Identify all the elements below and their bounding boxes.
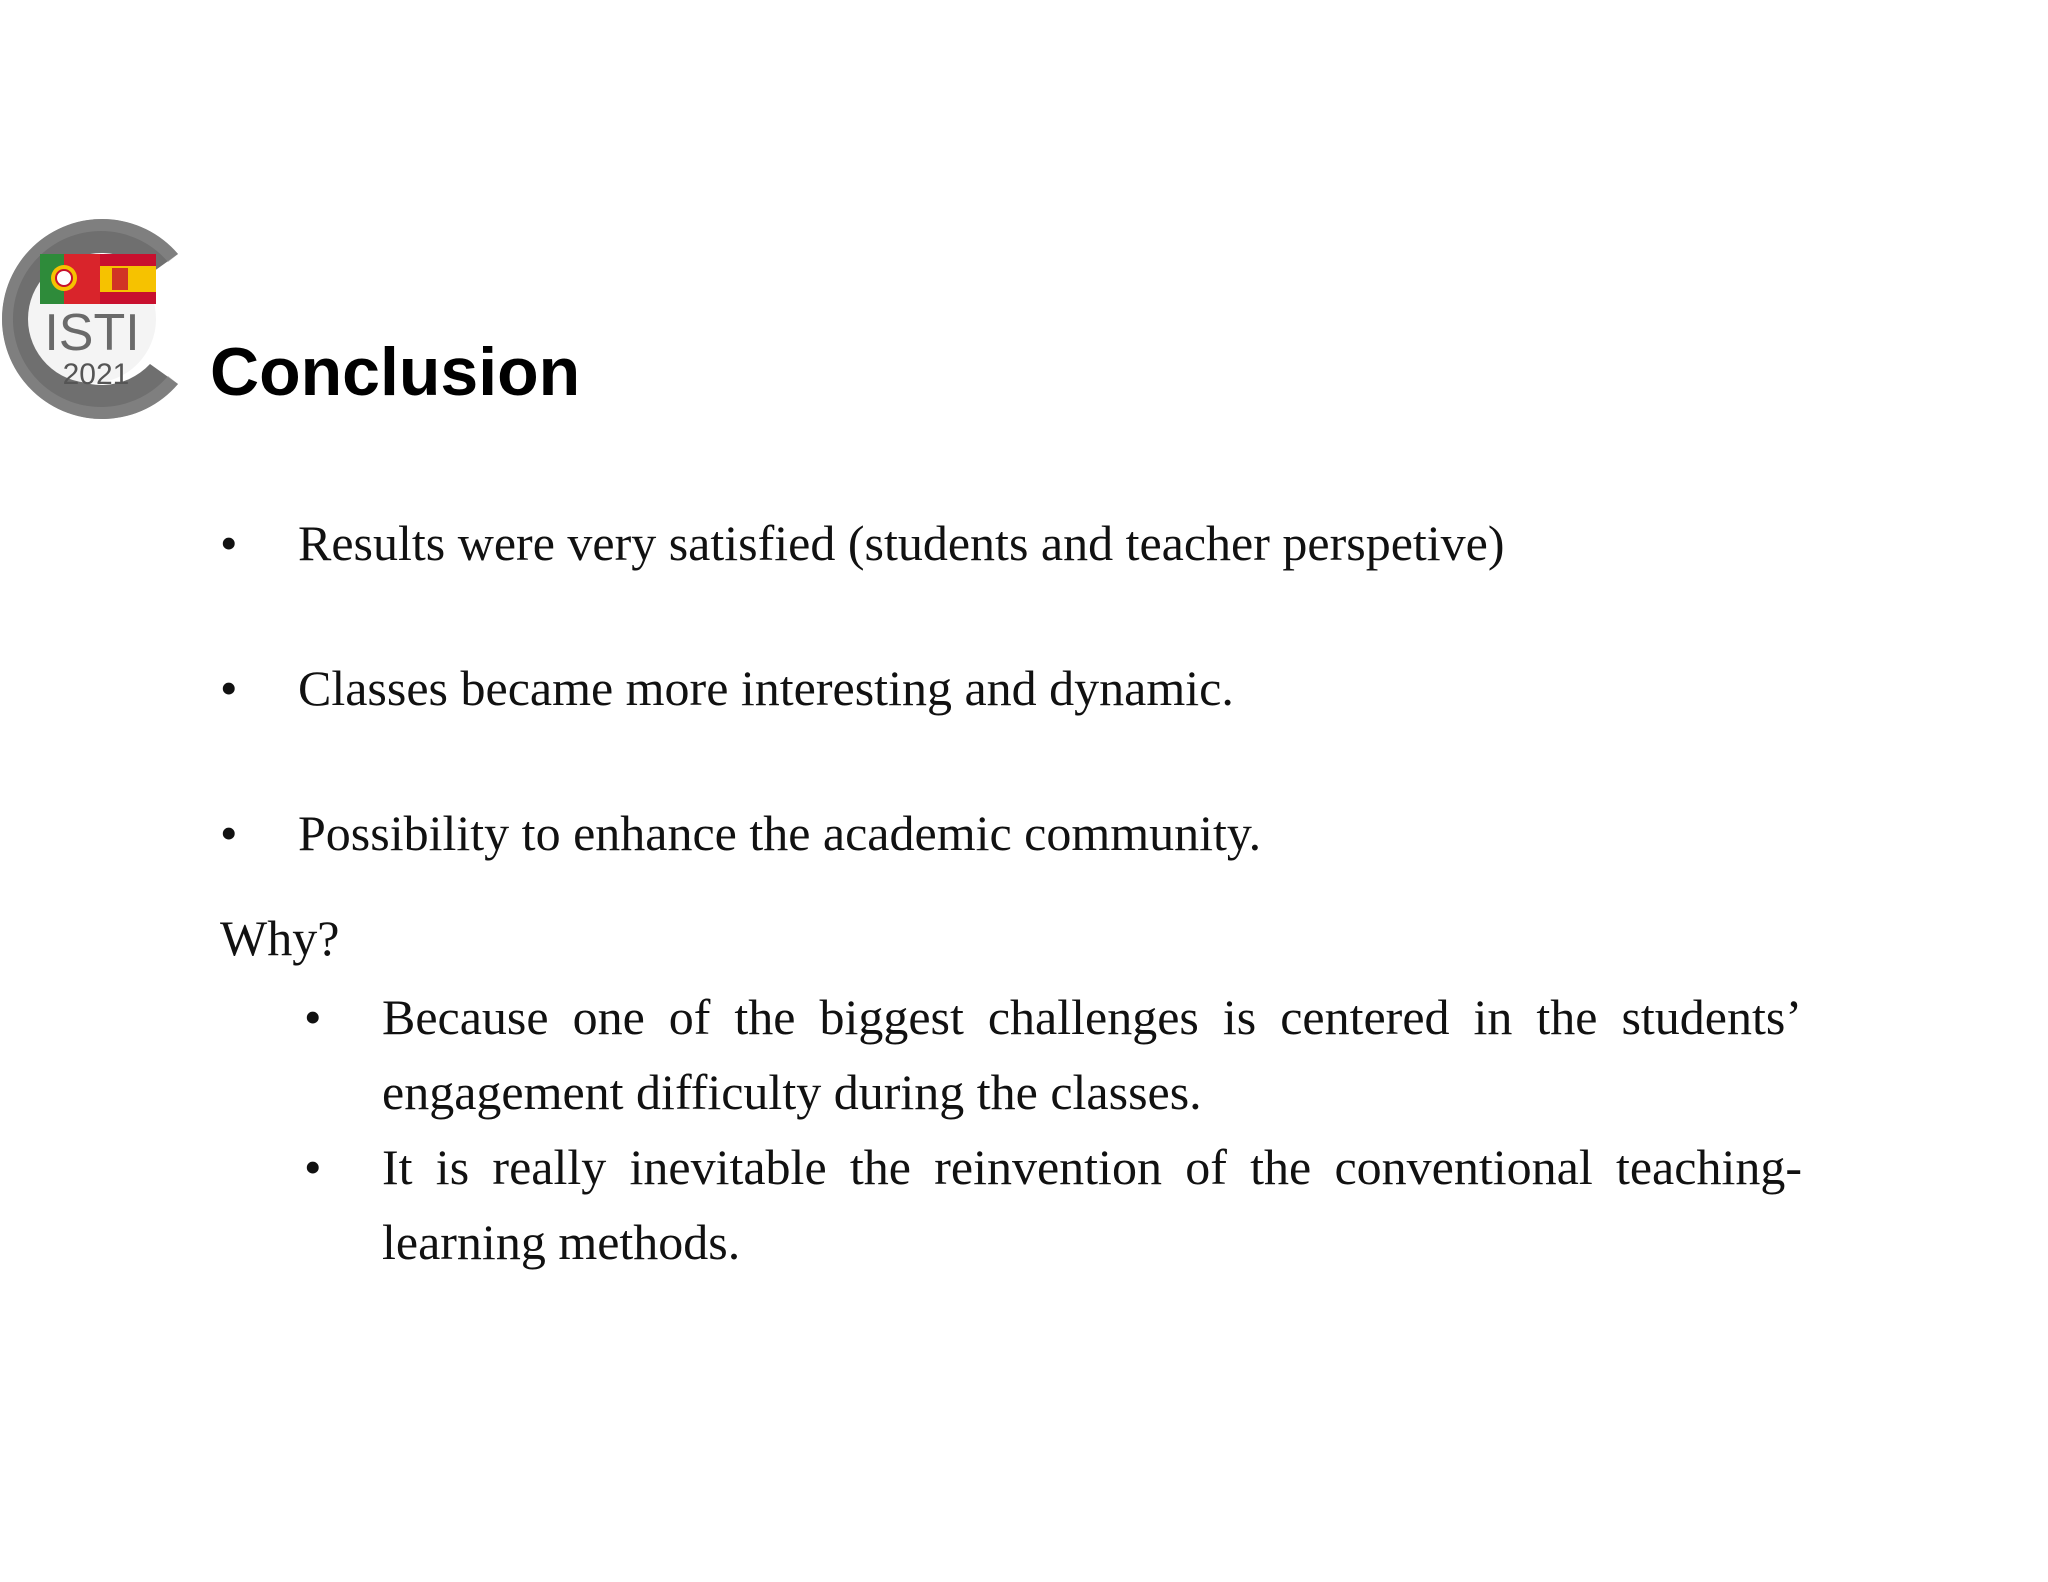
sub-bullet-marker: • bbox=[304, 1139, 322, 1195]
sub-bullet-text: It is really inevitable the reinvention of the conventional teaching-learning methods. bbox=[382, 1139, 1802, 1270]
slide-title: Conclusion bbox=[210, 334, 581, 410]
bullet-text: Results were very satisfied (students and teacher perspetive) bbox=[298, 515, 1505, 571]
cisti-logo-icon bbox=[0, 214, 190, 424]
spain-flag-icon bbox=[100, 254, 156, 266]
why-label: Why? bbox=[220, 910, 340, 966]
bullet-marker: • bbox=[220, 515, 238, 571]
sub-bullet-text: Because one of the biggest challenges is centered in the students’ engagement difficulty during the classes. bbox=[382, 989, 1802, 1120]
sub-bullet-marker: • bbox=[304, 989, 322, 1045]
sub-bullet-item-reinvention bbox=[304, 1130, 1802, 1280]
conference-logo bbox=[0, 214, 190, 424]
bullet-text: Classes became more interesting and dynamic. bbox=[298, 660, 1234, 716]
logo-text-main: ISTI bbox=[44, 304, 140, 362]
sub-bullet-item-engagement bbox=[304, 980, 1802, 1130]
bullet-marker: • bbox=[220, 805, 238, 861]
bullet-text: Possibility to enhance the academic community. bbox=[298, 805, 1262, 861]
logo-text-year: 2021 bbox=[62, 358, 130, 391]
bullet-marker: • bbox=[220, 660, 238, 716]
